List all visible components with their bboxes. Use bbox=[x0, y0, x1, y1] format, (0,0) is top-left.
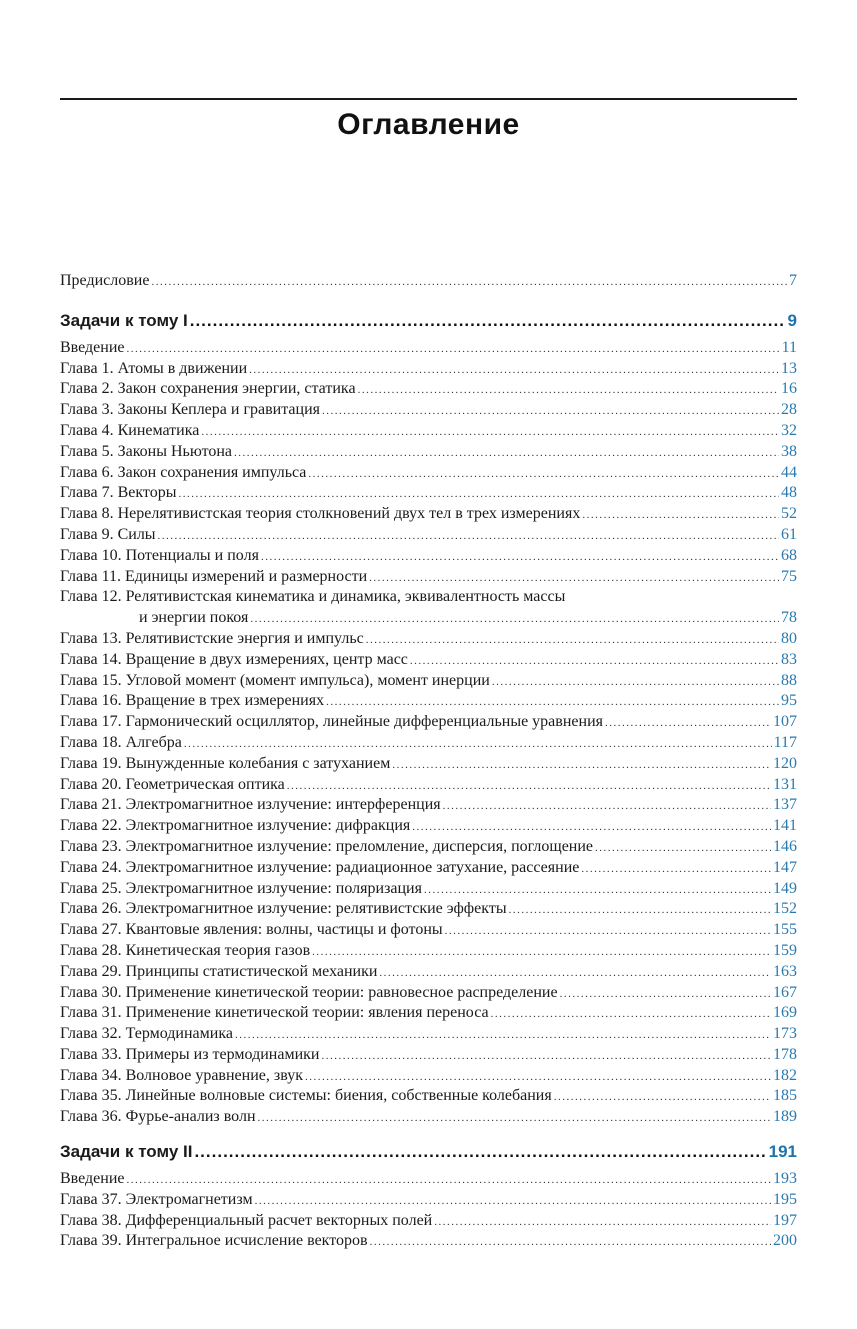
toc-entry[interactable] bbox=[60, 1190, 797, 1211]
toc-entry-label: Глава 39. Интегральное исчисление векторов bbox=[60, 1232, 368, 1250]
toc-entry-label: Глава 37. Электромагнетизм bbox=[60, 1190, 253, 1208]
toc-entry-label: Предисловие bbox=[60, 272, 150, 289]
toc-entry[interactable] bbox=[60, 379, 797, 400]
dot-leader bbox=[410, 651, 779, 672]
toc-entry-label: Глава 5. Законы Ньютона bbox=[60, 442, 233, 460]
toc-entry-label: Глава 38. Дифференциальный расчет векторных полей bbox=[60, 1211, 433, 1229]
toc-entry-label: Глава 26. Электромагнитное излучение: релятивистские эффекты bbox=[60, 900, 507, 918]
toc-entry-page: 44 bbox=[781, 463, 797, 481]
toc-entry[interactable] bbox=[60, 483, 797, 504]
toc-entry-page: 95 bbox=[781, 692, 797, 710]
dot-leader bbox=[127, 1170, 772, 1191]
toc-entry-page: 52 bbox=[781, 505, 797, 523]
toc-entry-page: 38 bbox=[781, 442, 797, 460]
toc-entry-label: Глава 2. Закон сохранения энергии, статика bbox=[60, 380, 356, 398]
toc-section-page: 9 bbox=[787, 310, 797, 330]
toc-entry-chapter-12[interactable] bbox=[60, 587, 797, 608]
dot-leader bbox=[434, 1212, 771, 1233]
toc-entry[interactable] bbox=[60, 442, 797, 463]
toc-entry-label: Глава 9. Силы bbox=[60, 525, 156, 543]
toc-entry-label: Глава 8. Нерелятивистская теория столкновений двух тел в трех измерениях bbox=[60, 505, 581, 523]
toc-entry-label: Глава 3. Законы Кеплера и гравитация bbox=[60, 401, 320, 419]
toc-entry[interactable] bbox=[60, 525, 797, 546]
toc-entry-page: 149 bbox=[773, 879, 797, 897]
toc-entry[interactable] bbox=[60, 1231, 797, 1252]
toc-entry[interactable] bbox=[60, 1086, 797, 1107]
dot-leader bbox=[509, 900, 771, 921]
toc-entry[interactable] bbox=[60, 879, 797, 900]
toc-entry[interactable] bbox=[60, 546, 797, 567]
toc-entry-page: 193 bbox=[773, 1170, 797, 1188]
toc-entry-page: 146 bbox=[773, 837, 797, 855]
toc-entry-chapter-12-continued[interactable] bbox=[60, 608, 797, 629]
toc-entry-page: 88 bbox=[781, 671, 797, 689]
dot-leader bbox=[305, 1067, 771, 1088]
dot-leader bbox=[235, 1025, 771, 1046]
toc-entry[interactable] bbox=[60, 504, 797, 525]
toc-entry-label: Глава 14. Вращение в двух измерениях, центр масс bbox=[60, 650, 408, 668]
toc-section-label: Задачи к тому II bbox=[60, 1142, 193, 1162]
toc-entry[interactable] bbox=[60, 400, 797, 421]
toc-section-page: 191 bbox=[768, 1142, 797, 1162]
toc-entry-page: 182 bbox=[773, 1066, 797, 1084]
toc-entry-page: 80 bbox=[781, 629, 797, 647]
toc-entry-label: Глава 29. Принципы статистической механики bbox=[60, 962, 378, 980]
toc-entry-page: 78 bbox=[781, 609, 797, 627]
toc-entry[interactable] bbox=[60, 962, 797, 983]
dot-leader bbox=[312, 942, 771, 963]
toc-entry[interactable] bbox=[60, 463, 797, 484]
toc-entry[interactable] bbox=[60, 1169, 797, 1190]
dot-leader bbox=[322, 401, 779, 422]
dot-leader bbox=[261, 547, 779, 568]
dot-leader bbox=[250, 609, 779, 630]
toc-list-volume-2 bbox=[60, 1169, 797, 1252]
toc-entry-label: Глава 18. Алгебра bbox=[60, 733, 182, 751]
toc-entry-label: Глава 6. Закон сохранения импульса bbox=[60, 463, 307, 481]
dot-leader bbox=[605, 713, 771, 734]
toc-entry-label: Глава 23. Электромагнитное излучение: преломление, дисперсия, поглощение bbox=[60, 837, 594, 855]
toc-entry-page: 48 bbox=[781, 484, 797, 502]
toc-entry-label: Глава 25. Электромагнитное излучение: поляризация bbox=[60, 879, 422, 897]
dot-leader bbox=[492, 672, 779, 693]
toc-entry-page: 141 bbox=[773, 817, 797, 835]
toc-entry-label: Глава 27. Квантовые явления: волны, частицы и фотоны bbox=[60, 921, 443, 939]
toc-entry[interactable] bbox=[60, 941, 797, 962]
toc-entry[interactable] bbox=[60, 691, 797, 712]
toc-entry[interactable] bbox=[60, 1003, 797, 1024]
dot-leader bbox=[595, 838, 771, 859]
toc-entry-label: Введение bbox=[60, 1170, 125, 1188]
toc-entry-label: Глава 7. Векторы bbox=[60, 484, 177, 502]
toc-entry-page: 107 bbox=[773, 713, 797, 731]
toc-entry-page: 137 bbox=[773, 796, 797, 814]
toc-entry[interactable] bbox=[60, 816, 797, 837]
toc-entry-page: 197 bbox=[773, 1211, 797, 1229]
toc-entry-page: 163 bbox=[773, 962, 797, 980]
toc-entry-label: Глава 13. Релятивистские энергия и импульс bbox=[60, 629, 364, 647]
toc-entry-page: 28 bbox=[781, 401, 797, 419]
toc-entry[interactable] bbox=[60, 795, 797, 816]
toc-entry-label: Глава 24. Электромагнитное излучение: радиационное затухание, рассеяние bbox=[60, 858, 580, 876]
toc-entry-label: Глава 20. Геометрическая оптика bbox=[60, 775, 285, 793]
toc-entry-label: Глава 1. Атомы в движении bbox=[60, 359, 248, 377]
dot-leader bbox=[127, 339, 780, 360]
toc-entry-page: 68 bbox=[781, 546, 797, 564]
toc-entry-page: 178 bbox=[773, 1045, 797, 1063]
dot-leader bbox=[370, 1232, 771, 1253]
toc-entry-page: 147 bbox=[773, 858, 797, 876]
toc-entry-label: и энергии покоя bbox=[139, 609, 249, 627]
dot-leader bbox=[249, 360, 779, 381]
dot-leader bbox=[287, 776, 771, 797]
toc-section-volume-1[interactable] bbox=[60, 308, 797, 334]
toc-entry-label: Глава 31. Применение кинетической теории: явления переноса bbox=[60, 1004, 489, 1022]
toc-entry-label: Глава 10. Потенциалы и поля bbox=[60, 546, 259, 564]
toc-entry-page: 200 bbox=[773, 1232, 797, 1250]
toc-entry[interactable] bbox=[60, 1066, 797, 1087]
dot-leader bbox=[379, 963, 771, 984]
toc-entry-label: Глава 35. Линейные волновые системы: биения, собственные колебания bbox=[60, 1087, 552, 1105]
toc-entry-label: Введение bbox=[60, 338, 125, 356]
toc-entry[interactable] bbox=[60, 359, 797, 380]
toc-entry[interactable] bbox=[60, 920, 797, 941]
toc-entry[interactable] bbox=[60, 1024, 797, 1045]
dot-leader bbox=[158, 526, 779, 547]
toc-entry-page: 185 bbox=[773, 1087, 797, 1105]
toc-entry-page: 169 bbox=[773, 1004, 797, 1022]
toc-entry-page: 167 bbox=[773, 983, 797, 1001]
toc-entry-label: Глава 36. Фурье-анализ волн bbox=[60, 1108, 256, 1126]
toc-entry[interactable] bbox=[60, 754, 797, 775]
toc-list-volume-1 bbox=[60, 338, 797, 588]
toc-entry[interactable] bbox=[60, 712, 797, 733]
dot-leader bbox=[412, 817, 771, 838]
dot-leader bbox=[358, 380, 779, 401]
toc-entry[interactable] bbox=[60, 1107, 797, 1128]
dot-leader bbox=[554, 1087, 771, 1108]
toc-entry-label: Глава 22. Электромагнитное излучение: дифракция bbox=[60, 817, 411, 835]
toc-entry[interactable] bbox=[60, 733, 797, 754]
toc-entry-page: 195 bbox=[773, 1190, 797, 1208]
toc-entry-page: 152 bbox=[773, 900, 797, 918]
dot-leader bbox=[581, 859, 771, 880]
top-rule bbox=[60, 98, 797, 100]
toc-entry-page: 13 bbox=[781, 359, 797, 377]
toc-entry-page: 11 bbox=[781, 338, 797, 356]
dot-leader bbox=[326, 692, 779, 713]
toc-entry[interactable] bbox=[60, 567, 797, 588]
toc-entry-page: 7 bbox=[789, 272, 797, 289]
toc-entry[interactable] bbox=[60, 421, 797, 442]
toc-entry-label: Глава 34. Волновое уравнение, звук bbox=[60, 1066, 303, 1084]
toc-entry[interactable] bbox=[60, 650, 797, 671]
toc-entry-page: 189 bbox=[773, 1108, 797, 1126]
toc-entry-preface[interactable] bbox=[60, 271, 797, 292]
toc-entry-label: Глава 32. Термодинамика bbox=[60, 1025, 233, 1043]
dot-leader bbox=[194, 1139, 766, 1165]
toc-entry[interactable] bbox=[60, 1045, 797, 1066]
dot-leader bbox=[190, 308, 786, 334]
dot-leader bbox=[184, 734, 772, 755]
dot-leader bbox=[582, 505, 779, 526]
dot-leader bbox=[443, 796, 771, 817]
dot-leader bbox=[201, 422, 779, 443]
dot-leader bbox=[392, 755, 771, 776]
toc-entry-label: Глава 16. Вращение в трех измерениях bbox=[60, 692, 325, 710]
toc-entry-page: 83 bbox=[781, 650, 797, 668]
toc-entry-label: Глава 11. Единицы измерений и размерности bbox=[60, 567, 368, 585]
toc-list-volume-1-continued bbox=[60, 629, 797, 1128]
toc-entry-label: Глава 19. Вынужденные колебания с затуханием bbox=[60, 754, 391, 772]
table-of-contents bbox=[60, 271, 797, 1252]
dot-leader bbox=[424, 880, 771, 901]
dot-leader bbox=[445, 921, 771, 942]
toc-entry-page: 61 bbox=[781, 525, 797, 543]
dot-leader bbox=[178, 484, 779, 505]
dot-leader bbox=[560, 984, 771, 1005]
toc-section-label: Задачи к тому I bbox=[60, 310, 188, 330]
dot-leader bbox=[321, 1046, 771, 1067]
toc-entry-label: Глава 12. Релятивистская кинематика и динамика, эквивалентность массы bbox=[60, 588, 566, 606]
toc-entry-page: 120 bbox=[773, 754, 797, 772]
toc-entry-page: 131 bbox=[773, 775, 797, 793]
dot-leader bbox=[234, 443, 779, 464]
dot-leader bbox=[366, 630, 779, 651]
toc-entry-label: Глава 21. Электромагнитное излучение: интерференция bbox=[60, 796, 441, 814]
toc-section-volume-2[interactable] bbox=[60, 1139, 797, 1165]
toc-entry-label: Глава 30. Применение кинетической теории: равновесное распределение bbox=[60, 983, 558, 1001]
toc-entry[interactable] bbox=[60, 858, 797, 879]
dot-leader bbox=[255, 1191, 771, 1212]
toc-entry[interactable] bbox=[60, 983, 797, 1004]
toc-entry[interactable] bbox=[60, 899, 797, 920]
dot-leader bbox=[491, 1004, 771, 1025]
toc-entry-page: 75 bbox=[781, 567, 797, 585]
dot-leader bbox=[308, 464, 779, 485]
toc-entry-label: Глава 28. Кинетическая теория газов bbox=[60, 941, 311, 959]
toc-entry[interactable] bbox=[60, 1211, 797, 1232]
dot-leader bbox=[151, 272, 787, 293]
toc-entry-label: Глава 17. Гармонический осциллятор, линейные дифференциальные уравнения bbox=[60, 713, 603, 731]
toc-entry-label: Глава 15. Угловой момент (момент импульса), момент инерции bbox=[60, 671, 490, 689]
toc-entry-page: 155 bbox=[773, 921, 797, 939]
toc-entry-page: 32 bbox=[781, 421, 797, 439]
toc-entry[interactable] bbox=[60, 338, 797, 359]
toc-entry-page: 117 bbox=[773, 733, 797, 751]
page-title: Оглавление bbox=[337, 108, 520, 141]
toc-entry-page: 16 bbox=[781, 380, 797, 398]
toc-entry[interactable] bbox=[60, 671, 797, 692]
toc-entry[interactable] bbox=[60, 775, 797, 796]
toc-entry-page: 173 bbox=[773, 1025, 797, 1043]
toc-entry-page: 159 bbox=[773, 941, 797, 959]
toc-entry-label: Глава 4. Кинематика bbox=[60, 421, 200, 439]
toc-entry[interactable] bbox=[60, 629, 797, 650]
dot-leader bbox=[258, 1108, 772, 1129]
toc-entry-label: Глава 33. Примеры из термодинамики bbox=[60, 1045, 320, 1063]
dot-leader bbox=[369, 568, 779, 589]
toc-entry[interactable] bbox=[60, 837, 797, 858]
